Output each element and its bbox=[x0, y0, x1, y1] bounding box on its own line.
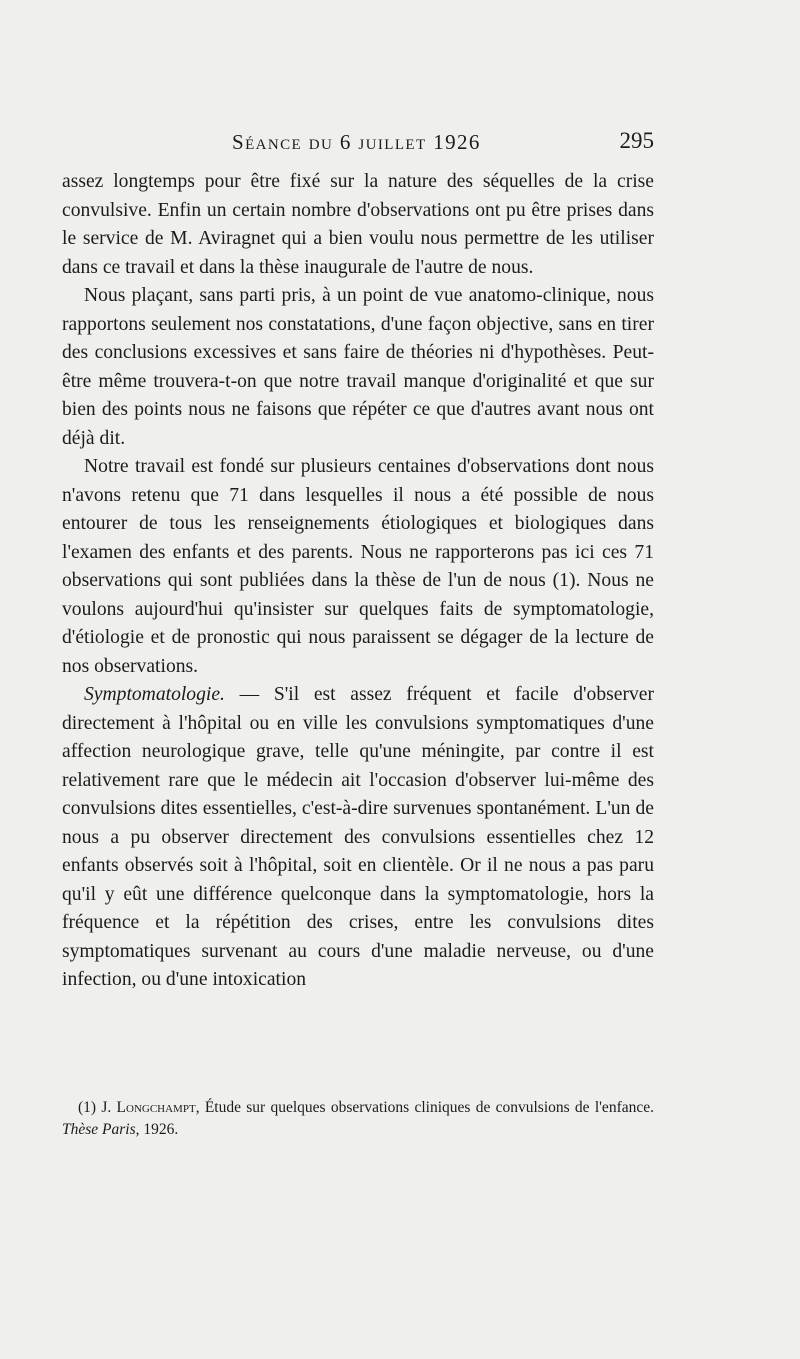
paragraph-symptomatologie bbox=[62, 681, 654, 995]
footnote bbox=[62, 1097, 654, 1141]
running-title-day: 6 bbox=[339, 130, 352, 154]
footnote-author: Longchampt bbox=[116, 1099, 196, 1116]
running-title-year: 1926 bbox=[433, 130, 481, 154]
running-title-month: juillet bbox=[358, 130, 427, 154]
running-title-seance: Séance du bbox=[232, 130, 334, 154]
body-text bbox=[62, 168, 654, 995]
paragraph-2: Nous plaçant, sans parti pris, à un point de vue anatomo-clinique, nous rapportons seulement nos constatations, d'une façon objective, sans en tirer des conclusions excessives et sans faire de théories ni d'hypothèses. Peut-être même trouvera-t-on que notre travail manque d'originalité et que sur bien des points nous ne faisons que répéter ce que d'autres avant nous ont déjà dit. bbox=[62, 285, 654, 449]
running-header bbox=[62, 128, 654, 160]
section-text: — S'il est assez fréquent et facile d'observer directement à l'hôpital ou en ville les convulsions symptomatiques d'une affection neurologique grave, telle qu'une méningite, par contre il est relativement rare que le médecin ait l'occasion d'observer lui-même des convulsions dites essentielles, c'est-à-dire survenues spontanément. L'un de nous a pu observer directement des convulsions essentielles chez 12 enfants observés soit à l'hôpital, soit en clientèle. Or il ne nous a pas paru qu'il y eût une différence quelconque dans la symptomatologie, hors la fréquence et la répétition des crises, entre les convulsions dites symptomatiques survenant au cours d'une maladie nerveuse, ou d'une infection, ou d'une intoxication bbox=[62, 684, 654, 990]
page-number: 295 bbox=[619, 128, 654, 153]
footnote-thesis: Thèse Paris bbox=[62, 1121, 136, 1138]
footnote-year: , 1926. bbox=[135, 1121, 179, 1138]
paragraph-1: assez longtemps pour être fixé sur la nature des séquelles de la crise convulsive. Enfin un certain nombre d'observations ont pu être prises dans le service de M. Aviragnet qui a bien voulu nous permettre de les utiliser dans ce travail et dans la thèse inaugurale de l'autre de nous. bbox=[62, 171, 654, 278]
footnote-text: , Étude sur quelques observations cliniques de convulsions de l'enfance. bbox=[195, 1099, 654, 1116]
section-heading: Symptomatologie. bbox=[84, 684, 225, 705]
footnote-marker: (1) J. bbox=[78, 1099, 117, 1116]
running-title bbox=[232, 130, 481, 155]
footnote-1 bbox=[62, 1097, 654, 1141]
paragraph-3: Notre travail est fondé sur plusieurs centaines d'observations dont nous n'avons retenu que 71 dans lesquelles il nous a été possible de nous entourer de tous les renseignements étiologiques et biologiques dans l'examen des enfants et des parents. Nous ne rapporterons pas ici ces 71 observations qui sont publiées dans la thèse de l'un de nous (1). Nous ne voulons aujourd'hui qu'insister sur quelques faits de symptomatologie, d'étiologie et de pronostic qui nous paraissent se dégager de la lecture de nos observations. bbox=[62, 456, 654, 677]
